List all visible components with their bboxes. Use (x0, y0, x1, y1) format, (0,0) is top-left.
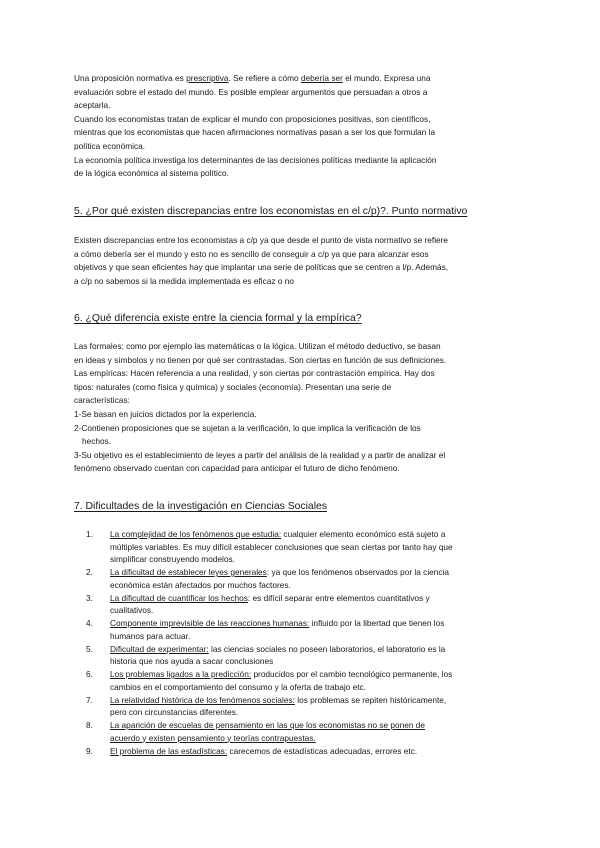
list-line: múltiples variables. Es muy difícil establecer conclusiones que sean ciertas por tanto hay que (110, 541, 453, 552)
list-line (110, 694, 526, 707)
section-6-line: hechos. (82, 436, 112, 447)
underlined-term: La dificultad de cuantificar los hechos (110, 592, 248, 603)
list-line (110, 732, 526, 745)
list-line: simplificar construyendo modelos. (110, 554, 235, 564)
text-run: cualquier elemento económico está sujeto a (281, 529, 446, 539)
section-7-heading: 7. Dificultades de la investigación en Ciencias Sociales (74, 501, 327, 512)
text-run: : es difícil separar entre elementos cuantitativos y (247, 592, 430, 603)
section-6-paragraph (74, 340, 534, 476)
list-item (86, 592, 526, 617)
list-item (86, 668, 526, 693)
section-6-line: 3-Su objetivo es el establecimiento de leyes a partir del análisis de la realidad y a partir de analizar el (74, 449, 446, 460)
list-item (86, 643, 526, 668)
list-number: 1. (86, 529, 93, 539)
section-5-line: a cómo debería ser el mundo y esto no es sencillo de conseguir a c/p ya que para alcanzar esos (74, 248, 429, 259)
underlined-term: Dificultad de experimentar: (110, 643, 209, 654)
underlined-term: Los problemas ligados a la predicción: (110, 669, 252, 679)
list-line (110, 528, 526, 541)
intro-paragraph (74, 72, 534, 181)
underlined-term: acuerdo y existen pensamiento y teorías contrapuestas. (110, 732, 316, 743)
list-item (86, 694, 526, 719)
underlined-term: El problema de las estadísticas: (110, 745, 228, 756)
section-6-line: tipos: naturales (como física y química) y sociales (economía). Presentan una serie de (74, 381, 392, 392)
list-line (110, 719, 526, 732)
list-number: 5. (86, 643, 93, 654)
list-line: historia que nos ayuda a sacar conclusiones (110, 656, 274, 666)
intro-line: evaluación sobre el estado del mundo. Es posible emplear argumentos que persuadan a otros a (74, 86, 428, 97)
section-6-line: Las formales: como por ejemplo las matemáticas o la lógica. Utilizan el método deductivo, se basan (74, 341, 441, 351)
underlined-term: La complejidad de los fenómenos que estudia: (110, 529, 282, 539)
list-line: cambios en el comportamiento del consumo y la oferta de trabajo etc. (110, 681, 366, 692)
list-number: 3. (86, 592, 93, 603)
underlined-term: debería ser (300, 73, 343, 83)
section-5-line: Existen discrepancias entre los economistas a c/p ya que desde el punto de vista normativo se refiere (74, 235, 449, 245)
section-5-paragraph (74, 234, 534, 288)
text-run: producidos por el cambio tecnológico permanente, los (251, 669, 453, 679)
difficulties-list (86, 528, 526, 758)
list-line (110, 668, 526, 681)
text-run: . Se refiere a cómo (228, 73, 301, 83)
section-6-line: 1-Se basan en juicios dictados por la experiencia. (74, 408, 257, 419)
text-run: influido por la libertad que tienen los (309, 618, 445, 628)
underlined-term: Componente imprevisible de las reacciones humanas: (110, 618, 310, 628)
list-line: cualitativos. (110, 605, 154, 615)
section-6-heading: 6. ¿Qué diferencia existe entre la ciencia formal y la empírica? (74, 313, 362, 324)
text-run: el mundo. Expresa una (342, 73, 431, 83)
section-6-line: características: (74, 395, 130, 406)
section-5-line: objetivos y que sean eficientes hay que implantar una serie de políticas que se centren a l/p. Además, (74, 262, 449, 273)
list-item (86, 528, 526, 566)
section-6-line: fenómeno observado cuentan con capacidad para anticipar el futuro de dicho fenómeno. (74, 463, 400, 474)
list-number: 7. (86, 694, 93, 705)
list-number: 9. (86, 745, 93, 756)
list-number: 8. (86, 720, 93, 730)
intro-line: La economía política investiga los determinantes de las decisiones políticas mediante la aplicación (74, 154, 437, 165)
list-line: económica están afectados por muchos factores. (110, 579, 291, 590)
text-run: los problemas se repiten históricamente, (294, 694, 447, 705)
list-number: 6. (86, 669, 93, 679)
list-item (86, 566, 526, 591)
list-line (110, 643, 526, 656)
underlined-term: La dificultad de establecer leyes generales (110, 567, 267, 577)
section-5-line: a c/p no sabemos si la medida implementada es eficaz o no (74, 275, 294, 286)
underlined-term: prescriptiva (186, 73, 229, 83)
list-line: humanos para actuar. (110, 630, 191, 641)
intro-line (74, 72, 534, 86)
list-number: 4. (86, 618, 93, 628)
list-item (86, 745, 526, 758)
list-item (86, 719, 526, 744)
list-item (86, 617, 526, 642)
text-run: carecemos de estadísticas adecuadas, errores etc. (227, 745, 418, 756)
text-run: : ya que los fenómenos observados por la ciencia (266, 567, 450, 577)
list-line (110, 617, 526, 630)
section-6-line: en ideas y símbolos y no tienen por qué ser contrastadas. Son ciertas en función de sus definiciones. (74, 354, 447, 365)
list-line (110, 566, 526, 579)
underlined-term: La relatividad histórica de los fenómenos sociales: (110, 694, 295, 705)
intro-line: política económica. (74, 140, 146, 151)
section-5-heading: 5. ¿Por qué existen discrepancias entre los economistas en el c/p)?. Punto normativo (74, 206, 468, 217)
section-6-line: 2-Contienen proposiciones que se sujetan a la verificación, lo que implica la verificación de los (74, 422, 421, 433)
text-run: las ciencias sociales no poseen laboratorios, el laboratorio es la (208, 643, 446, 654)
intro-line: aceptarla. (74, 100, 111, 111)
list-line: pero con circunstancias diferentes. (110, 707, 239, 717)
text-run: Una proposición normativa es (74, 73, 187, 83)
list-line (110, 592, 526, 605)
intro-line: de la lógica económica al sistema político. (74, 168, 229, 179)
intro-line: Cuando los economistas tratan de explicar el mundo con proposiciones positivas, son científicos, (74, 113, 431, 124)
underlined-term: La aparición de escuelas de pensamiento en las que los economistas no se ponen de (110, 720, 426, 730)
list-line (110, 745, 526, 758)
intro-line: mientras que los economistas que hacen afirmaciones normativas pasan a ser los que formulan la (74, 127, 436, 138)
section-6-line: Las empíricas: Hacen referencia a una realidad, y son ciertas por contrastación empírica. Hay dos (74, 368, 435, 379)
list-number: 2. (86, 567, 93, 577)
